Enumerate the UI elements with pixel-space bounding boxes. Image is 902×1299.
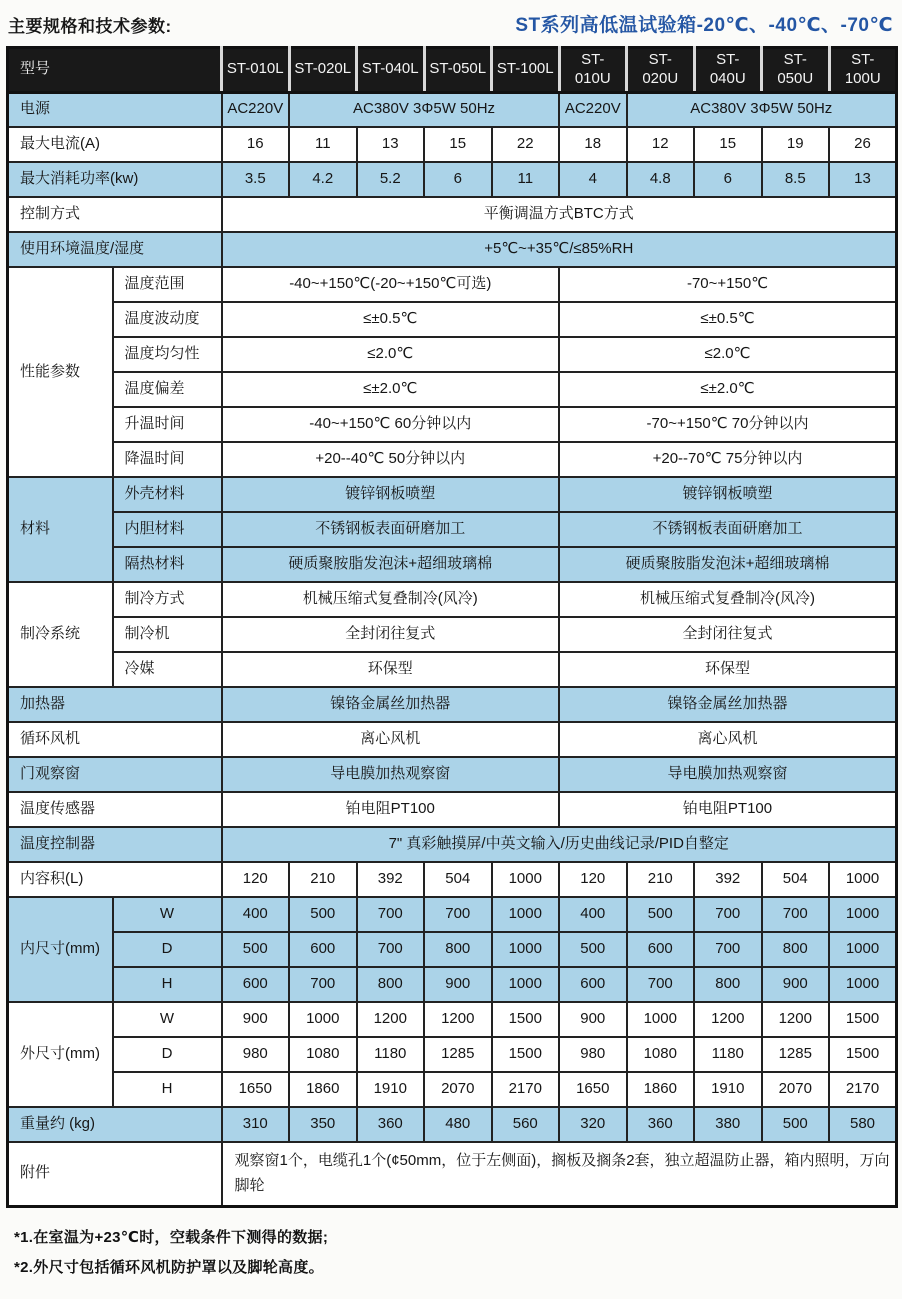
row-sublabel: 制冷机 bbox=[113, 617, 222, 652]
data-cell: 1080 bbox=[627, 1037, 695, 1072]
model-header: ST-100U bbox=[829, 48, 897, 93]
data-cell: AC380V 3Φ5W 50Hz bbox=[289, 92, 559, 127]
row-sublabel: 外壳材料 bbox=[113, 477, 222, 512]
data-cell: 1860 bbox=[289, 1072, 357, 1107]
table-row bbox=[8, 1142, 897, 1206]
table-row bbox=[8, 722, 897, 757]
data-cell: 1500 bbox=[829, 1037, 897, 1072]
data-cell: 310 bbox=[222, 1107, 290, 1142]
footnote-line: *1.在室温为+23℃时，空载条件下测得的数据; bbox=[14, 1228, 329, 1246]
data-cell: 全封闭往复式 bbox=[559, 617, 897, 652]
data-cell: 500 bbox=[559, 932, 627, 967]
row-label: 内容积(L) bbox=[8, 862, 222, 897]
group-label: 材料 bbox=[8, 477, 113, 582]
data-cell: 2070 bbox=[762, 1072, 830, 1107]
row-sublabel: W bbox=[113, 1002, 222, 1037]
model-header: ST-020L bbox=[289, 48, 357, 93]
data-cell: 210 bbox=[627, 862, 695, 897]
data-cell: 1000 bbox=[829, 862, 897, 897]
data-cell: 800 bbox=[424, 932, 492, 967]
data-cell: 392 bbox=[694, 862, 762, 897]
data-cell: 600 bbox=[559, 967, 627, 1002]
titlebar bbox=[6, 6, 895, 46]
data-cell: AC380V 3Φ5W 50Hz bbox=[627, 92, 897, 127]
data-cell: 1000 bbox=[829, 932, 897, 967]
data-cell: 3.5 bbox=[222, 162, 290, 197]
data-cell: 600 bbox=[289, 932, 357, 967]
data-cell: 1000 bbox=[829, 897, 897, 932]
data-cell: 1200 bbox=[357, 1002, 425, 1037]
table-row bbox=[8, 547, 897, 582]
table-row bbox=[8, 442, 897, 477]
data-cell: 1500 bbox=[492, 1002, 560, 1037]
table-row bbox=[8, 687, 897, 722]
table-row bbox=[8, 372, 897, 407]
data-cell: 1860 bbox=[627, 1072, 695, 1107]
data-cell: 12 bbox=[627, 127, 695, 162]
table-row bbox=[8, 162, 897, 197]
row-sublabel: 内胆材料 bbox=[113, 512, 222, 547]
group-label: 性能参数 bbox=[8, 267, 113, 477]
table-row bbox=[8, 967, 897, 1002]
data-cell: 离心风机 bbox=[559, 722, 897, 757]
model-header: ST-020U bbox=[627, 48, 695, 93]
data-cell: 2070 bbox=[424, 1072, 492, 1107]
table-row bbox=[8, 127, 897, 162]
data-cell: 2170 bbox=[829, 1072, 897, 1107]
data-cell: 700 bbox=[694, 897, 762, 932]
data-cell: 700 bbox=[424, 897, 492, 932]
data-cell: -40~+150℃ 60分钟以内 bbox=[222, 407, 560, 442]
table-row bbox=[8, 337, 897, 372]
data-cell: 500 bbox=[289, 897, 357, 932]
model-header: ST-050U bbox=[762, 48, 830, 93]
data-cell: 1080 bbox=[289, 1037, 357, 1072]
group-label: 制冷系统 bbox=[8, 582, 113, 687]
row-sublabel: 降温时间 bbox=[113, 442, 222, 477]
table-row bbox=[8, 197, 897, 232]
data-cell: 机械压缩式复叠制冷(风冷) bbox=[222, 582, 560, 617]
data-cell: 1500 bbox=[492, 1037, 560, 1072]
data-cell: ≤±2.0℃ bbox=[222, 372, 560, 407]
table-row bbox=[8, 792, 897, 827]
row-sublabel: D bbox=[113, 1037, 222, 1072]
data-cell: 900 bbox=[424, 967, 492, 1002]
model-header: ST-100L bbox=[492, 48, 560, 93]
data-cell: 980 bbox=[222, 1037, 290, 1072]
row-label: 附件 bbox=[8, 1142, 222, 1206]
row-label: 加热器 bbox=[8, 687, 222, 722]
data-cell: 900 bbox=[559, 1002, 627, 1037]
data-cell: 2170 bbox=[492, 1072, 560, 1107]
data-cell: 1200 bbox=[424, 1002, 492, 1037]
data-cell: 1180 bbox=[357, 1037, 425, 1072]
data-cell: ≤±2.0℃ bbox=[559, 372, 897, 407]
data-cell: 1910 bbox=[357, 1072, 425, 1107]
data-cell: 980 bbox=[559, 1037, 627, 1072]
data-cell: 580 bbox=[829, 1107, 897, 1142]
data-cell: 8.5 bbox=[762, 162, 830, 197]
table-row bbox=[8, 932, 897, 967]
table-row bbox=[8, 512, 897, 547]
data-cell: 1000 bbox=[492, 862, 560, 897]
data-cell: 700 bbox=[357, 897, 425, 932]
data-cell: 1500 bbox=[829, 1002, 897, 1037]
data-cell: ≤±0.5℃ bbox=[222, 302, 560, 337]
data-cell: 700 bbox=[762, 897, 830, 932]
data-cell: ≤2.0℃ bbox=[559, 337, 897, 372]
data-cell: 900 bbox=[222, 1002, 290, 1037]
data-cell: 5.2 bbox=[357, 162, 425, 197]
data-cell: +20--70℃ 75分钟以内 bbox=[559, 442, 897, 477]
data-cell: 不锈钢板表面研磨加工 bbox=[222, 512, 560, 547]
data-cell: 700 bbox=[289, 967, 357, 1002]
page-title: 主要规格和技术参数: bbox=[8, 17, 172, 36]
table-row bbox=[8, 477, 897, 512]
data-cell: 13 bbox=[829, 162, 897, 197]
table-row bbox=[8, 617, 897, 652]
data-cell: 平衡调温方式BTC方式 bbox=[222, 197, 897, 232]
table-row bbox=[8, 1107, 897, 1142]
data-cell: 800 bbox=[694, 967, 762, 1002]
data-cell: 镍铬金属丝加热器 bbox=[559, 687, 897, 722]
row-sublabel: 冷媒 bbox=[113, 652, 222, 687]
row-sublabel: 温度波动度 bbox=[113, 302, 222, 337]
data-cell: 400 bbox=[222, 897, 290, 932]
data-cell: 26 bbox=[829, 127, 897, 162]
data-cell: 15 bbox=[694, 127, 762, 162]
table-row bbox=[8, 1072, 897, 1107]
data-cell: 1180 bbox=[694, 1037, 762, 1072]
data-cell: 16 bbox=[222, 127, 290, 162]
data-cell: 380 bbox=[694, 1107, 762, 1142]
data-cell: 观察窗1个，电缆孔1个(¢50mm，位于左侧面)，搁板及搁条2套，独立超温防止器，箱内照明，万向脚轮 bbox=[222, 1142, 897, 1206]
data-cell: ≤±0.5℃ bbox=[559, 302, 897, 337]
data-cell: 600 bbox=[627, 932, 695, 967]
data-cell: 铂电阻PT100 bbox=[222, 792, 560, 827]
row-sublabel: 隔热材料 bbox=[113, 547, 222, 582]
data-cell: 1000 bbox=[492, 932, 560, 967]
table-row bbox=[8, 92, 897, 127]
data-cell: AC220V bbox=[559, 92, 627, 127]
data-cell: 环保型 bbox=[222, 652, 560, 687]
model-header: ST-050L bbox=[424, 48, 492, 93]
group-label: 内尺寸(mm) bbox=[8, 897, 113, 1002]
row-label: 电源 bbox=[8, 92, 222, 127]
data-cell: 360 bbox=[357, 1107, 425, 1142]
table-row bbox=[8, 757, 897, 792]
data-cell: 350 bbox=[289, 1107, 357, 1142]
data-cell: 4 bbox=[559, 162, 627, 197]
data-cell: -40~+150℃(-20~+150℃可选) bbox=[222, 267, 560, 302]
spec-table bbox=[6, 46, 898, 1208]
data-cell: AC220V bbox=[222, 92, 290, 127]
data-cell: 120 bbox=[559, 862, 627, 897]
data-cell: 500 bbox=[627, 897, 695, 932]
data-cell: 环保型 bbox=[559, 652, 897, 687]
table-row bbox=[8, 897, 897, 932]
data-cell: 1910 bbox=[694, 1072, 762, 1107]
data-cell: 1000 bbox=[492, 897, 560, 932]
row-sublabel: 升温时间 bbox=[113, 407, 222, 442]
table-row bbox=[8, 827, 897, 862]
data-cell: 镍铬金属丝加热器 bbox=[222, 687, 560, 722]
data-cell: 导电膜加热观察窗 bbox=[222, 757, 560, 792]
data-cell: 镀锌钢板喷塑 bbox=[222, 477, 560, 512]
data-cell: 1200 bbox=[694, 1002, 762, 1037]
data-cell: 1285 bbox=[424, 1037, 492, 1072]
row-sublabel: D bbox=[113, 932, 222, 967]
data-cell: 18 bbox=[559, 127, 627, 162]
table-row bbox=[8, 652, 897, 687]
data-cell: 120 bbox=[222, 862, 290, 897]
series-title: ST系列高低温试验箱-20℃、-40℃、-70℃ bbox=[515, 15, 893, 36]
row-sublabel: W bbox=[113, 897, 222, 932]
data-cell: 硬质聚胺脂发泡沫+超细玻璃棉 bbox=[559, 547, 897, 582]
row-label: 温度传感器 bbox=[8, 792, 222, 827]
data-cell: 900 bbox=[762, 967, 830, 1002]
data-cell: 800 bbox=[357, 967, 425, 1002]
table-row bbox=[8, 232, 897, 267]
data-cell: 360 bbox=[627, 1107, 695, 1142]
data-cell: 导电膜加热观察窗 bbox=[559, 757, 897, 792]
model-header: ST-010U bbox=[559, 48, 627, 93]
table-row bbox=[8, 267, 897, 302]
footnote-line: *2.外尺寸包括循环风机防护罩以及脚轮高度。 bbox=[14, 1258, 324, 1276]
row-label: 使用环境温度/湿度 bbox=[8, 232, 222, 267]
data-cell: 4.8 bbox=[627, 162, 695, 197]
data-cell: 11 bbox=[289, 127, 357, 162]
row-label: 门观察窗 bbox=[8, 757, 222, 792]
data-cell: 4.2 bbox=[289, 162, 357, 197]
data-cell: 392 bbox=[357, 862, 425, 897]
table-row bbox=[8, 862, 897, 897]
data-cell: 500 bbox=[762, 1107, 830, 1142]
data-cell: 19 bbox=[762, 127, 830, 162]
header-row bbox=[8, 48, 897, 93]
data-cell: 1000 bbox=[492, 967, 560, 1002]
row-sublabel: 温度均匀性 bbox=[113, 337, 222, 372]
data-cell: 700 bbox=[357, 932, 425, 967]
table-row bbox=[8, 582, 897, 617]
row-sublabel: H bbox=[113, 967, 222, 1002]
data-cell: 560 bbox=[492, 1107, 560, 1142]
row-label: 最大消耗功率(kw) bbox=[8, 162, 222, 197]
model-header: ST-040U bbox=[694, 48, 762, 93]
table-row bbox=[8, 407, 897, 442]
data-cell: 700 bbox=[694, 932, 762, 967]
row-label: 最大电流(A) bbox=[8, 127, 222, 162]
data-cell: 6 bbox=[424, 162, 492, 197]
data-cell: 500 bbox=[222, 932, 290, 967]
data-cell: -70~+150℃ bbox=[559, 267, 897, 302]
data-cell: +5℃~+35℃/≤85%RH bbox=[222, 232, 897, 267]
data-cell: 1000 bbox=[627, 1002, 695, 1037]
data-cell: 1000 bbox=[289, 1002, 357, 1037]
row-label: 循环风机 bbox=[8, 722, 222, 757]
data-cell: 700 bbox=[627, 967, 695, 1002]
row-sublabel: 制冷方式 bbox=[113, 582, 222, 617]
data-cell: 机械压缩式复叠制冷(风冷) bbox=[559, 582, 897, 617]
group-label: 外尺寸(mm) bbox=[8, 1002, 113, 1107]
data-cell: -70~+150℃ 70分钟以内 bbox=[559, 407, 897, 442]
footnotes bbox=[6, 1223, 895, 1283]
row-sublabel: H bbox=[113, 1072, 222, 1107]
data-cell: 13 bbox=[357, 127, 425, 162]
data-cell: 1200 bbox=[762, 1002, 830, 1037]
table-row bbox=[8, 1002, 897, 1037]
data-cell: 400 bbox=[559, 897, 627, 932]
data-cell: 15 bbox=[424, 127, 492, 162]
table-row bbox=[8, 302, 897, 337]
data-cell: 硬质聚胺脂发泡沫+超细玻璃棉 bbox=[222, 547, 560, 582]
data-cell: 22 bbox=[492, 127, 560, 162]
data-cell: 1650 bbox=[222, 1072, 290, 1107]
data-cell: 1285 bbox=[762, 1037, 830, 1072]
data-cell: 480 bbox=[424, 1107, 492, 1142]
data-cell: 铂电阻PT100 bbox=[559, 792, 897, 827]
row-label: 控制方式 bbox=[8, 197, 222, 232]
data-cell: 1000 bbox=[829, 967, 897, 1002]
data-cell: 320 bbox=[559, 1107, 627, 1142]
row-label: 重量约 (kg) bbox=[8, 1107, 222, 1142]
row-sublabel: 温度偏差 bbox=[113, 372, 222, 407]
model-header: ST-010L bbox=[222, 48, 290, 93]
data-cell: 镀锌钢板喷塑 bbox=[559, 477, 897, 512]
data-cell: +20--40℃ 50分钟以内 bbox=[222, 442, 560, 477]
data-cell: 7" 真彩触摸屏/中英文输入/历史曲线记录/PID自整定 bbox=[222, 827, 897, 862]
model-column-label: 型号 bbox=[8, 48, 222, 93]
data-cell: 600 bbox=[222, 967, 290, 1002]
row-sublabel: 温度范围 bbox=[113, 267, 222, 302]
data-cell: 全封闭往复式 bbox=[222, 617, 560, 652]
data-cell: 1650 bbox=[559, 1072, 627, 1107]
table-row bbox=[8, 1037, 897, 1072]
row-label: 温度控制器 bbox=[8, 827, 222, 862]
data-cell: 504 bbox=[762, 862, 830, 897]
data-cell: ≤2.0℃ bbox=[222, 337, 560, 372]
data-cell: 800 bbox=[762, 932, 830, 967]
data-cell: 6 bbox=[694, 162, 762, 197]
data-cell: 离心风机 bbox=[222, 722, 560, 757]
data-cell: 210 bbox=[289, 862, 357, 897]
model-header: ST-040L bbox=[357, 48, 425, 93]
data-cell: 不锈钢板表面研磨加工 bbox=[559, 512, 897, 547]
data-cell: 504 bbox=[424, 862, 492, 897]
data-cell: 11 bbox=[492, 162, 560, 197]
